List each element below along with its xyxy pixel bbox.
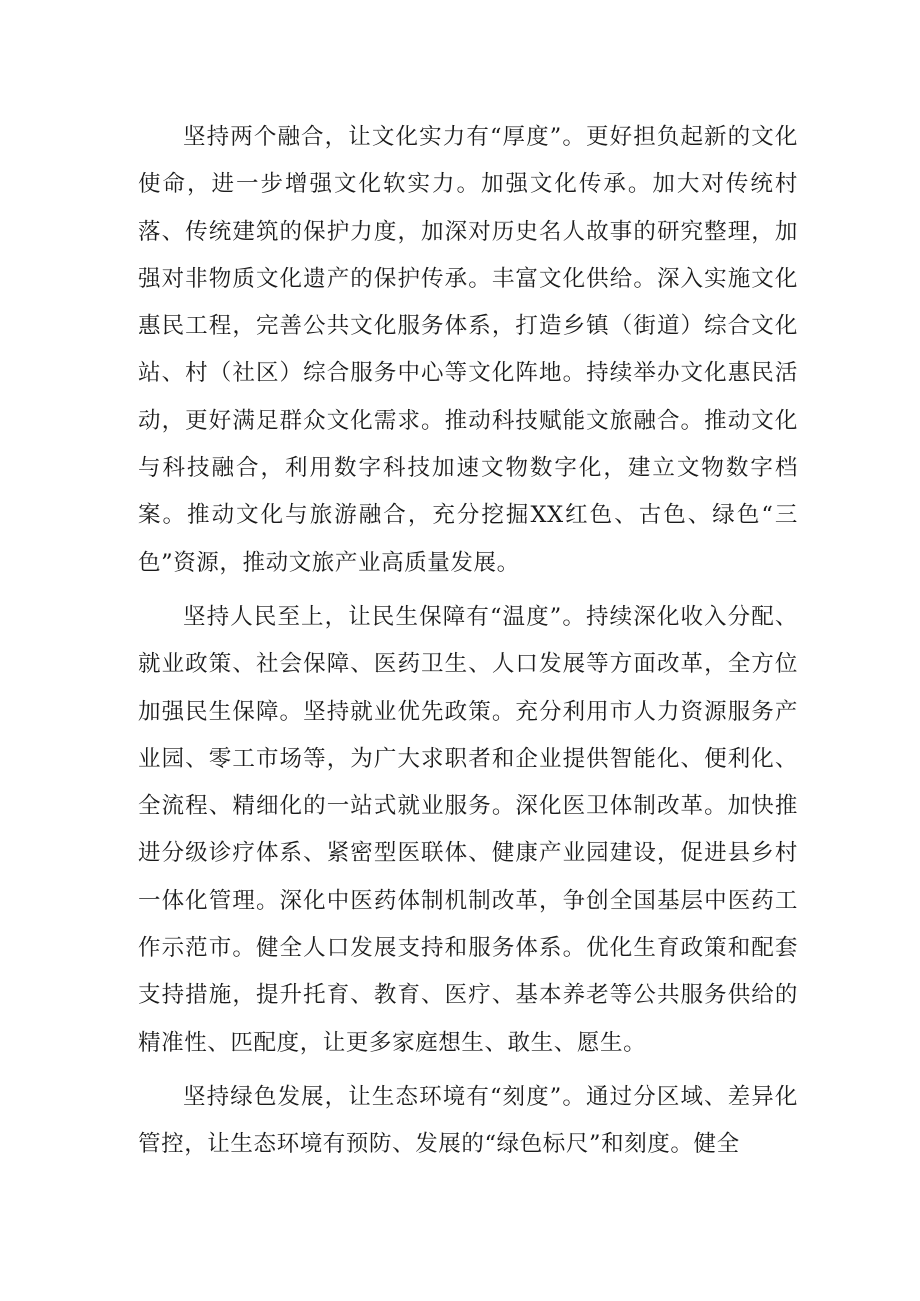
paragraph-culture: 坚持两个融合，让文化实力有“厚度”。更好担负起新的文化使命，进一步增强文化软实力。加强文化传承。加大对传统村落、传统建筑的保护力度，加深对历史名人故事的研究整理，加强对非物质文化遗产的保护传承。丰富文化供给。深入实施文化惠民工程，完善公共文化服务体系，打造乡镇（街道）综合文化站、村（社区）综合服务中心等文化阵地。持续举办文化惠民活动，更好满足群众文化需求。推动科技赋能文旅融合。推动文化与科技融合，利用数字科技加速文物数字化，建立文物数字档案。推动文化与旅游融合，充分挖掘XX红色、古色、绿色“三色”资源，推动文旅产业高质量发展。 <box>138 124 798 576</box>
paragraph-livelihood: 坚持人民至上，让民生保障有“温度”。持续深化收入分配、就业政策、社会保障、医药卫生、人口发展等方面改革，全方位加强民生保障。坚持就业优先政策。充分利用市人力资源服务产业园、零工市场等，为广大求职者和企业提供智能化、便利化、全流程、精细化的一站式就业服务。深化医卫体制改革。加快推进分级诊疗体系、紧密型医联体、健康产业园建设，促进县乡村一体化管理。深化中医药体制机制改革，争创全国基层中医药工作示范市。健全人口发展支持和服务体系。优化生育政策和配套支持措施，提升托育、教育、医疗、基本养老等公共服务供给的精准性、匹配度，让更多家庭想生、敢生、愿生。 <box>138 603 798 1056</box>
document-page <box>138 114 798 1176</box>
paragraph-ecology: 坚持绿色发展，让生态环境有“刻度”。通过分区域、差异化管控，让生态环境有预防、发展的“绿色标尺”和刻度。健全 <box>138 1083 798 1158</box>
